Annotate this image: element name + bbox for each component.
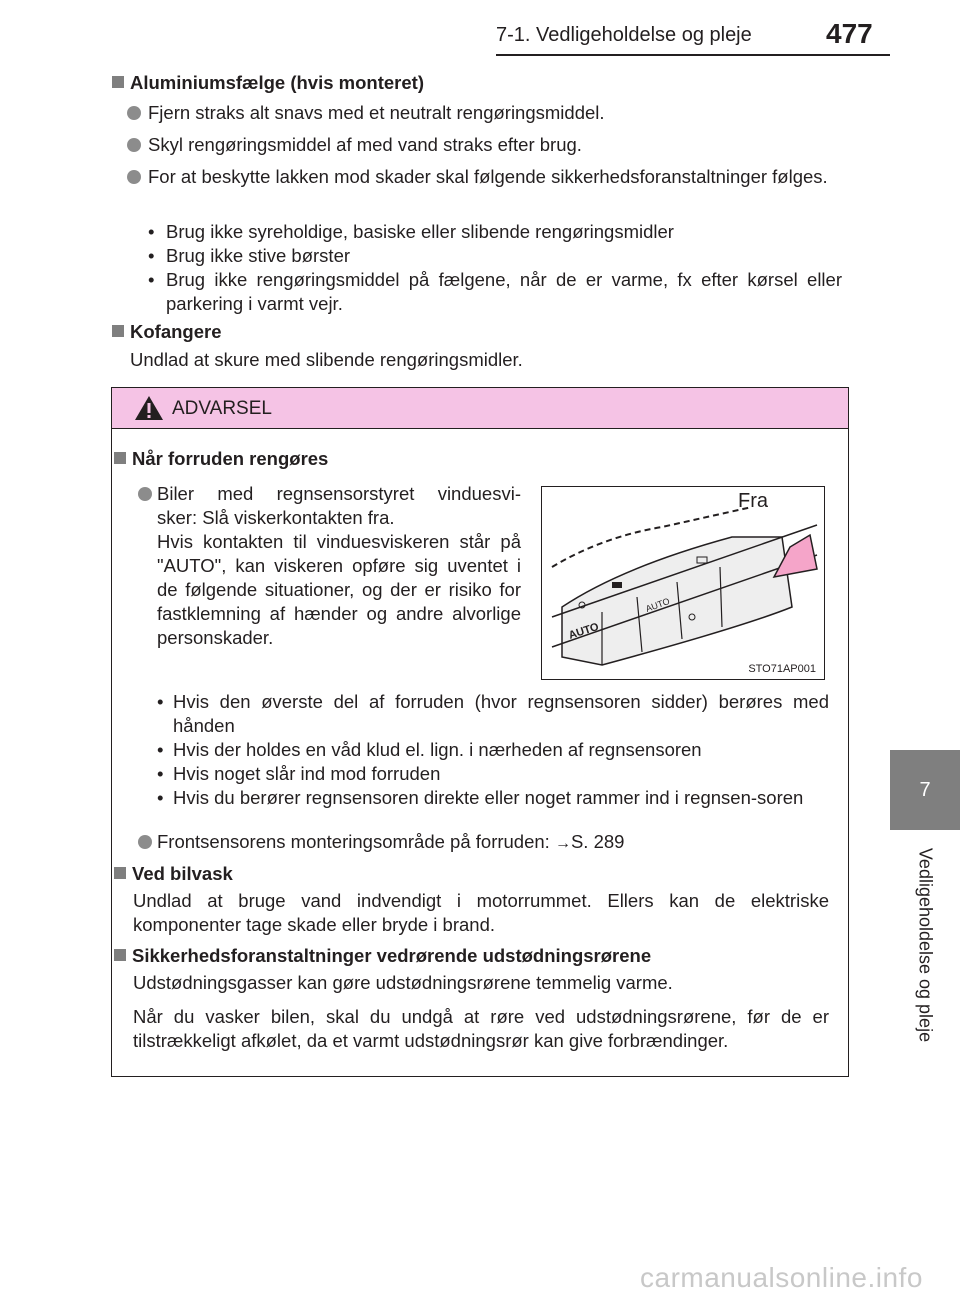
chapter-title-box [890,845,960,1045]
exhaust-text-2: Når du vasker bilen, skal du undgå at røre ved udstødningsrørene, før de er tilstrækkeligt afkølet, da et varmt udstødningsrør kan give forbrændinger. [133,1006,829,1051]
wheels-subitem-2: Brug ikke stive børster [166,245,351,266]
windshield-subitem-2: Hvis der holdes en våd klud el. lign. i nærheden af regnsensoren [173,739,702,760]
page-reference-arrow-icon: → [554,835,571,852]
round-bullet-icon [138,835,152,849]
sub-bullet-icon: • [157,763,164,784]
wheels-heading: Aluminiumsfælge (hvis monteret) [112,71,424,95]
page-number: 477 [826,18,873,49]
wiper-switch-figure [541,486,825,680]
exhaust-text-1: Udstødningsgasser kan gøre udstødningsrørene temmelig varme. [133,972,673,993]
watermark: carmanualsonline.info [640,1262,923,1293]
figure-fra-label: Fra [738,490,768,512]
wiper-lever-illustration [542,487,824,679]
exhaust-heading: Sikkerhedsforanstaltninger vedrørende udstødningsrørene [114,944,651,968]
wheels-bullet-3: For at beskytte lakken mod skader skal følgende sikkerhedsforanstaltninger følges. [148,166,828,187]
figure-auto-label-2: AUTO [644,595,672,614]
bumpers-heading: Kofangere [112,320,222,344]
carwash-heading: Ved bilvask [114,862,233,886]
round-bullet-icon [127,106,141,120]
chapter-title: Vedligeholdelse og pleje [915,847,936,1043]
carwash-text: Undlad at bruge vand indvendigt i motorrummet. Ellers kan de elektriske komponenter tage skade eller bryde i brand. [133,890,829,935]
figure-code: STO71AP001 [748,663,816,675]
wheels-bullet-2: Skyl rengøringsmiddel af med vand straks efter brug. [148,134,582,155]
sub-bullet-icon: • [148,245,155,266]
wheels-subitem-1: Brug ikke syreholdige, basiske eller slibende rengøringsmidler [166,221,674,242]
square-bullet-icon [114,949,126,961]
wheels-subitem-3: Brug ikke rengøringsmiddel på fælgene, når de er varme, fx efter kørsel eller parkering i varmt vejr. [166,269,842,314]
windshield-bullet-line2: sker: Slå viskerkontakten fra. [157,507,395,528]
front-sensor-text: Frontsensorens monteringsområde på forruden: [157,831,550,852]
warning-header [112,388,848,429]
round-bullet-icon [127,138,141,152]
sub-bullet-icon: • [157,739,164,760]
bumpers-text: Undlad at skure med slibende rengøringsmidler. [130,349,523,370]
round-bullet-icon [127,170,141,184]
front-sensor-line [157,830,837,856]
square-bullet-icon [114,867,126,879]
warning-triangle-icon [134,394,164,422]
figure-auto-label: AUTO [567,620,601,642]
warning-title: ADVARSEL [172,398,272,419]
sub-bullet-icon: • [157,691,164,712]
windshield-subitem-1: Hvis den øverste del af forruden (hvor regnsensoren sidder) berøres med hånden [173,691,829,736]
windshield-subitem-4: Hvis du berører regnsensoren direkte eller noget rammer ind i regnsen-soren [173,787,804,808]
sub-bullet-icon: • [157,787,164,808]
front-sensor-page-link[interactable]: S. 289 [570,831,625,852]
chapter-number: 7 [890,750,960,830]
chapter-side-tab [890,0,960,1304]
square-bullet-icon [112,76,124,88]
sub-bullet-icon: • [148,269,155,290]
windshield-bullet-detail: Hvis kontakten til vinduesviskeren står på "AUTO", kan viskeren opføre sig uventet i de følgende situationer, og der er risiko for fastklemning af hænder og andre alvorlige personskader. [157,531,521,648]
round-bullet-icon [138,487,152,501]
section-title: 7-1. Vedligeholdelse og pleje [496,24,752,46]
windshield-heading: Når forruden rengøres [114,447,328,471]
square-bullet-icon [114,452,126,464]
windshield-subitem-3: Hvis noget slår ind mod forruden [173,763,441,784]
square-bullet-icon [112,325,124,337]
wheels-bullet-1: Fjern straks alt snavs med et neutralt rengøringsmiddel. [148,102,605,123]
header-rule [496,54,890,56]
windshield-bullet-line1: Biler med regnsensorstyret vinduesvi- [157,483,521,504]
sub-bullet-icon: • [148,221,155,242]
